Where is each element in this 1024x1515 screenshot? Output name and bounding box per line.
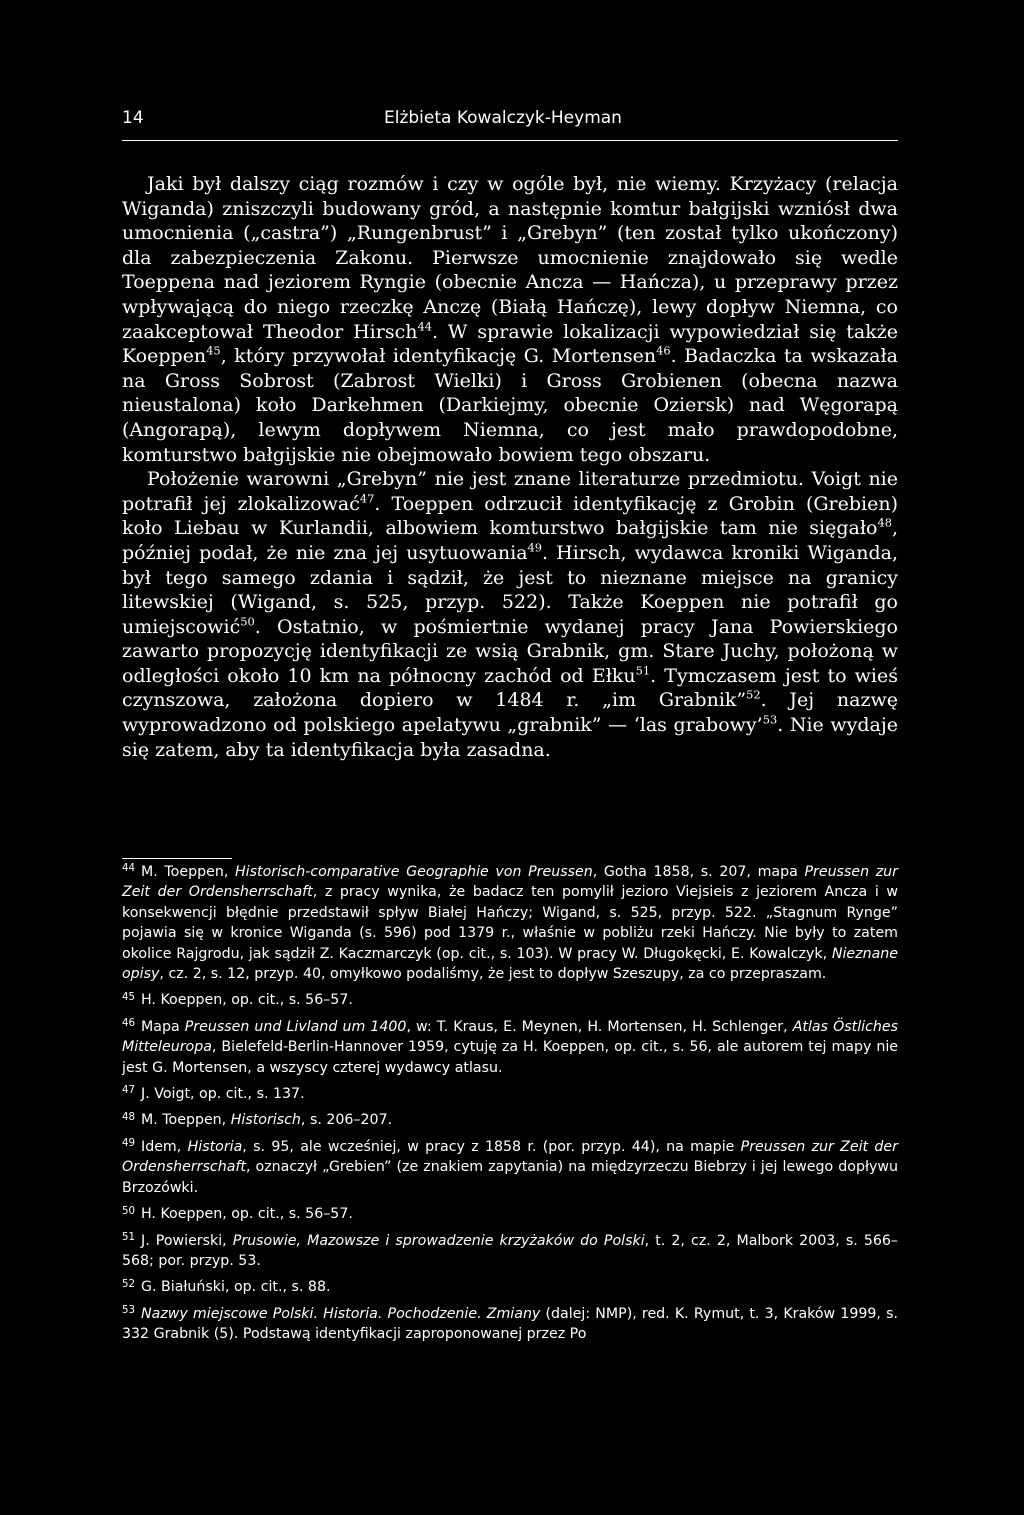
footnote-ref-50[interactable]: 50 xyxy=(240,614,255,629)
footnote-ref-47[interactable]: 47 xyxy=(359,491,375,506)
footnote-45 xyxy=(122,990,898,1010)
text-run: , który przywołał identyfikację G. Mortensen xyxy=(220,345,657,368)
text-run: , oznaczył „Grebien” (ze znakiem zapytania) na międzyrzeczu Biebrzy i jej lewego dopływu Brzozówki. xyxy=(122,1159,898,1196)
text-run: , w: T. Kraus, E. Meynen, H. Mortensen, H. Schlenger, xyxy=(406,1018,793,1035)
text-run: . Hirsch, wydawca kroniki Wiganda, był tego samego zdania i sądził, że jest to nieznane miejsce na granicy litewskiej (Wigand, s. 525, przyp. 522). Także Koeppen nie potrafił go umiejscowić xyxy=(122,541,898,638)
text-run: . Toeppen odrzucił identyfikację z Grobin (Grebien) koło Liebau w Kurlandii, albowiem komturstwo bałgijskie tam nie sięgało xyxy=(122,492,898,540)
footnote-ref-51[interactable]: 51 xyxy=(635,663,651,678)
footnote-rule xyxy=(122,858,232,859)
text-run: . Nie wydaje się zatem, aby ta identyfikacja była zasadna. xyxy=(122,714,898,761)
text-run: , później podał, że nie zna jej usytuowania xyxy=(122,517,898,564)
main-text xyxy=(122,172,898,762)
running-title: Elżbieta Kowalczyk-Heyman xyxy=(384,108,622,128)
footnote-47 xyxy=(122,1084,898,1104)
text-run: , Bielefeld-Berlin-Hannover 1959, cytuję za H. Koeppen, op. cit., s. 56, ale autorem tej mapy nie jest G. Mortensen, a wszyscy czterej wydawcy atlasu. xyxy=(122,1039,898,1076)
footnote-number: 47 xyxy=(122,1085,136,1097)
footnote-number: 52 xyxy=(122,1278,136,1290)
footnote-48 xyxy=(122,1110,898,1130)
footnote-52 xyxy=(122,1277,898,1297)
text-run: Jaki był dalszy ciąg rozmów i czy w ogóle był, nie wiemy. Krzyżacy (relacja Wiganda) zniszczyli budowany gród, a następnie komtur bałgijski wzniósł dwa umocnienia („castra”) „Rungenbrust” i „Grebyn” (ten został tylko ukończony) dla zabezpieczenia Zakonu. Pierwsze umocnienie znajdowało się wedle Toeppena nad jeziorem Ryngie (obecnie Ancza — Hańcza), u przeprawy przez wpływającą do niego rzeczkę Anczę (Białą Hańczę), lewy dopływ Niemna, co zaakceptował Theodor Hirsch xyxy=(122,173,898,343)
text-run: , t. 2, cz. 2, Malbork 2003, s. 566–568; por. przyp. 53. xyxy=(122,1232,899,1269)
text-run: Mapa xyxy=(141,1018,185,1035)
page-header xyxy=(122,108,898,132)
footnote-number: 53 xyxy=(122,1305,136,1317)
footnote-number: 46 xyxy=(122,1018,136,1030)
text-run: , cz. 2, s. 12, przyp. 40, omyłkowo podaliśmy, że jest to dopływ Szeszupy, za co przepraszam. xyxy=(159,966,827,983)
footnote-number: 50 xyxy=(122,1205,136,1217)
page-number: 14 xyxy=(122,108,144,128)
italic-title: Prusowie, Mazowsze i sprowadzenie krzyżaków do Polski xyxy=(232,1232,645,1249)
footnote-51 xyxy=(122,1231,898,1272)
paragraph-1 xyxy=(122,172,898,467)
text-run: J. Powierski, xyxy=(141,1232,233,1249)
footnotes xyxy=(122,862,898,1351)
text-run: Położenie warowni „Grebyn” nie jest znane literaturze przedmiotu. Voigt nie potrafił jej zlokalizować xyxy=(122,468,898,515)
text-run: M. Toeppen, xyxy=(141,1112,231,1129)
text-run: H. Koeppen, op. cit., s. 56–57. xyxy=(141,992,353,1009)
text-run: , z pracy wynika, że badacz ten pomylił jezioro Viejsieis z jeziorem Ancza i w konsekwencji błędnie przedstawił spływ Białej Hańczy; Wigand, s. 525, przyp. 522. „Stagnum Rynge” pojawia się w kronice Wiganda (s. 596) pod 1379 r., właśnie w pobliżu rzeki Hańczy. Nie były to zatem okolice Rajgrodu, jak sądził Z. Kaczmarczyk (op. cit., s. 103). W pracy W. Długokęcki, E. Kowalczyk, xyxy=(122,884,898,962)
footnote-44 xyxy=(122,862,898,984)
footnote-number: 44 xyxy=(122,863,136,875)
text-run: J. Voigt, op. cit., s. 137. xyxy=(141,1086,305,1103)
italic-title: Historisch-comparative Geographie von Preussen xyxy=(235,864,593,880)
footnote-number: 45 xyxy=(122,991,136,1003)
text-run: G. Białuński, op. cit., s. 88. xyxy=(141,1279,331,1296)
footnote-ref-53[interactable]: 53 xyxy=(762,712,778,727)
footnote-ref-49[interactable]: 49 xyxy=(527,540,543,555)
header-rule xyxy=(122,140,898,141)
text-run: . Ostatnio, w pośmiertnie wydanej pracy Jana Powierskiego zawarto propozycję identyfikacji ze wsią Grabnik, gm. Stare Juchy, położoną w odległości około 10 km na północny zachód od Ełku xyxy=(122,615,898,687)
text-run: (dalej: NMP), red. K. Rymut, t. 3, Kraków 1999, s. 332 Grabnik (5). Podstawą identyfikacji zaproponowanej przez Po xyxy=(122,1305,898,1343)
italic-title: Atlas Östliches Mitteleuropa xyxy=(122,1018,898,1056)
text-run: . Jej nazwę wyprowadzono od polskiego apelatywu „grabnik” — ‘las grabowy’ xyxy=(122,689,898,737)
italic-title: Nazwy miejscowe Polski. Historia. Pochodzenie. Zmiany xyxy=(141,1305,541,1322)
italic-title: Preussen zur Zeit der Ordensherrschaft xyxy=(122,864,898,901)
text-run: , Gotha 1858, s. 207, mapa xyxy=(592,864,805,880)
italic-title: Preussen zur Zeit der Ordensherrschaft xyxy=(122,1138,898,1176)
text-run: H. Koeppen, op. cit., s. 56–57. xyxy=(141,1206,353,1223)
italic-title: Historisch xyxy=(230,1112,301,1129)
text-run: . Badaczka ta wskazała na Gross Sobrost (Zabrost Wielki) i Gross Grobienen (obecna nazwa nieustalona) koło Darkehmen (Darkiejmy, obecnie Oziersk) nad Węgorapą (Angorapą), lewym dopływem Niemna, co jest mało prawdopodobne, komturstwo bałgijskie nie obejmowało bowiem tego obszaru. xyxy=(122,345,898,466)
footnote-50 xyxy=(122,1204,898,1224)
footnote-ref-45[interactable]: 45 xyxy=(206,343,221,358)
footnote-53 xyxy=(122,1304,898,1345)
italic-title: Preussen und Livland um 1400 xyxy=(184,1018,407,1035)
italic-title: Nieznane opisy xyxy=(122,945,898,983)
footnote-ref-52[interactable]: 52 xyxy=(746,688,761,703)
footnote-49 xyxy=(122,1137,898,1198)
footnote-ref-46[interactable]: 46 xyxy=(656,343,671,358)
footnote-ref-44[interactable]: 44 xyxy=(417,319,432,334)
footnote-46 xyxy=(122,1017,898,1078)
text-run: . W sprawie lokalizacji wypowiedział się także Koeppen xyxy=(122,320,898,368)
text-run: Idem, xyxy=(141,1138,188,1155)
text-run: , s. 95, ale wcześniej, w pracy z 1858 r. (por. przyp. 44), na mapie xyxy=(242,1138,741,1155)
footnote-ref-48[interactable]: 48 xyxy=(877,515,892,530)
paragraph-2 xyxy=(122,467,898,762)
footnote-number: 49 xyxy=(122,1138,136,1150)
text-run: M. Toeppen, xyxy=(141,864,235,880)
text-run: , s. 206–207. xyxy=(300,1112,393,1129)
footnote-number: 51 xyxy=(122,1231,136,1243)
italic-title: Historia xyxy=(187,1138,243,1155)
footnote-number: 48 xyxy=(122,1111,136,1123)
text-run: . Tymczasem jest to wieś czynszowa, założona dopiero w 1484 r. „im Grabnik” xyxy=(122,664,898,712)
